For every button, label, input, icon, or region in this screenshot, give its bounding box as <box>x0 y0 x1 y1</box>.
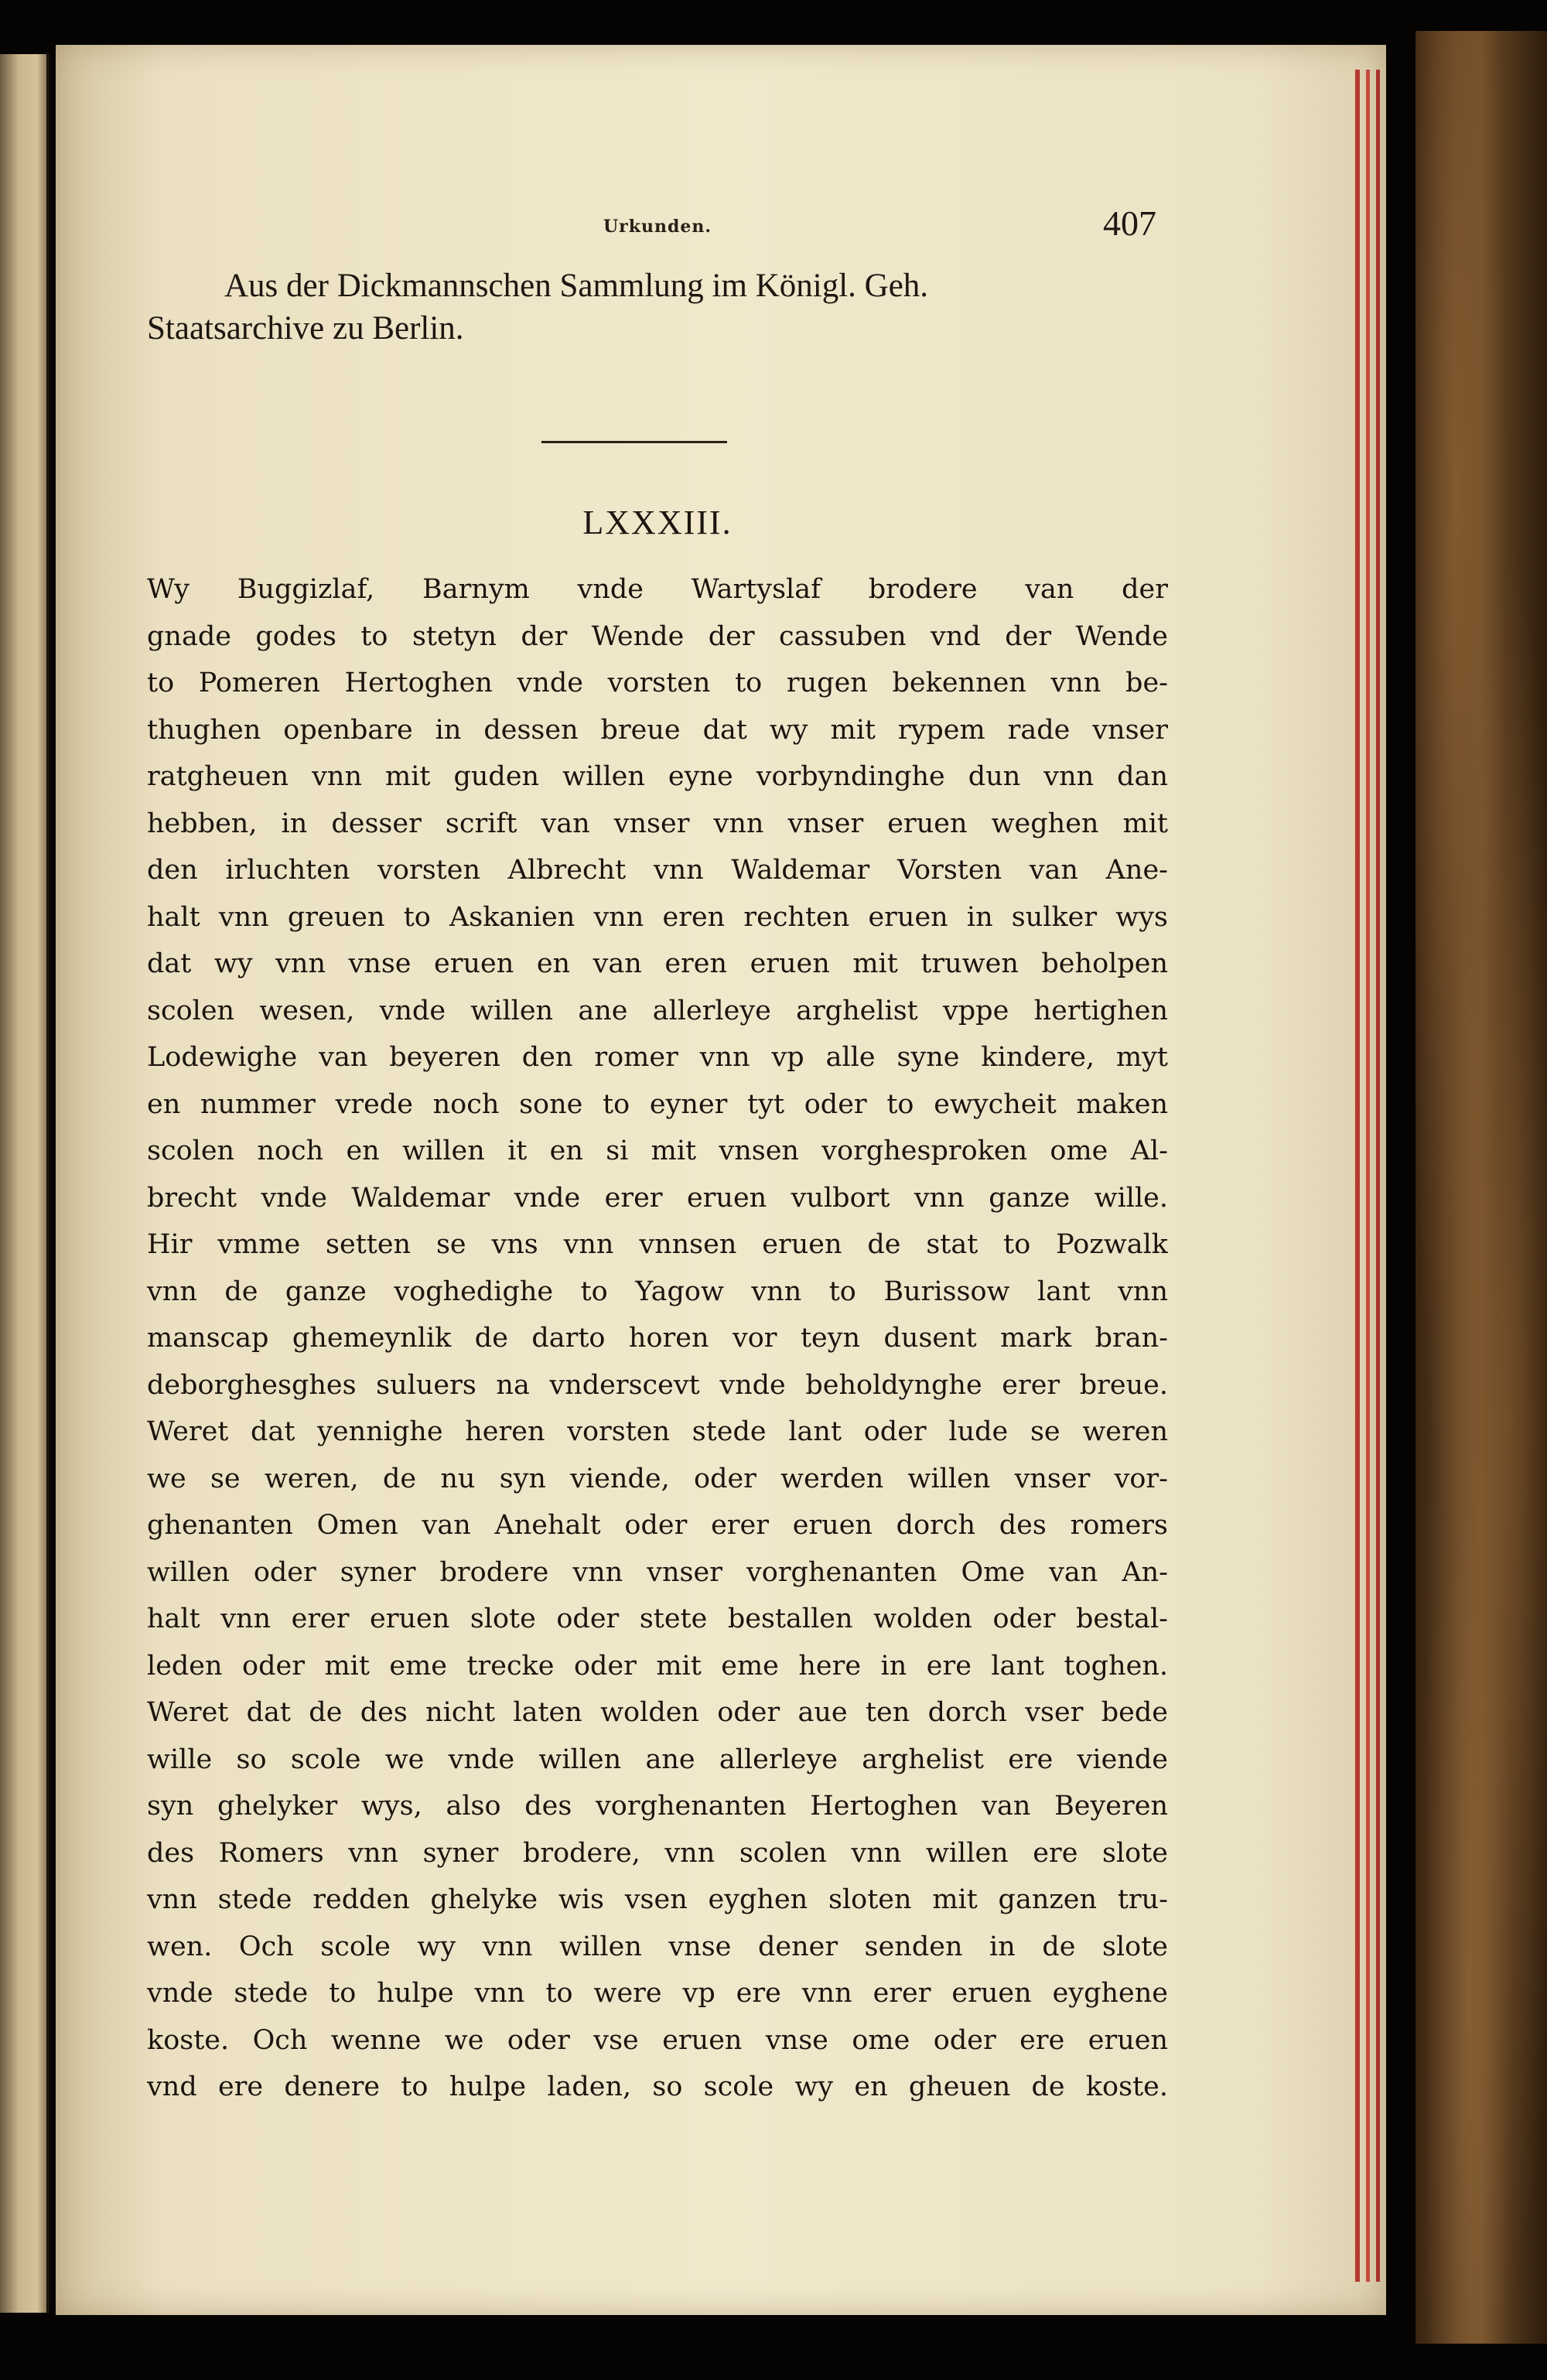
source-heading <box>147 265 1168 350</box>
text-line: to Pomeren Hertoghen vnde vorsten to rugen bekennen vnn be- <box>147 668 1168 698</box>
text-line: gnade godes to stetyn der Wende der cassuben vnd der Wende <box>147 620 1168 652</box>
text-line: leden oder mit eme trecke oder mit eme here in ere lant toghen. <box>147 1650 1168 1682</box>
text-line: den irluchten vorsten Albrecht vnn Waldemar Vorsten van Ane- <box>147 855 1168 886</box>
text-line: hebben, in desser scrift van vnser vnn vnser eruen weghen mit <box>147 808 1168 839</box>
text-line: des Romers vnn syner brodere, vnn scolen vnn willen ere slote <box>147 1837 1168 1869</box>
text-line: scolen wesen, vnde willen ane allerleye arghelist vppe hertighen <box>147 995 1168 1026</box>
text-line: ratgheuen vnn mit guden willen eyne vorbyndinghe dun vnn dan <box>147 761 1168 792</box>
text-line: willen oder syner brodere vnn vnser vorghenanten Ome van An- <box>147 1556 1168 1588</box>
text-line: vnd ere denere to hulpe laden, so scole wy en gheuen de koste. <box>147 2071 1168 2102</box>
text-line: Wy Buggizlaf, Barnym vnde Wartyslaf brodere van der <box>147 574 1168 605</box>
text-line: brecht vnde Waldemar vnde erer eruen vulbort vnn ganze wille. <box>147 1182 1168 1214</box>
text-line: koste. Och wenne we oder vse eruen vnse ome oder ere eruen <box>147 2024 1168 2056</box>
page-number: 407 <box>1103 203 1156 243</box>
document-body <box>147 566 1168 2111</box>
document-number: LXXXIII. <box>582 504 733 541</box>
section-rule <box>541 441 727 443</box>
text-line: scolen noch en willen it en si mit vnsen vorghesproken ome Al- <box>147 1135 1168 1166</box>
previous-page-edge <box>0 54 50 2313</box>
text-line: we se weren, de nu syn viende, oder werden willen vnser vor- <box>147 1463 1168 1494</box>
text-line: vnn de ganze voghedighe to Yagow vnn to Burissow lant vnn <box>147 1275 1168 1307</box>
text-line: manscap ghemeynlik de darto horen vor teyn dusent mark bran- <box>147 1323 1168 1354</box>
text-line: wen. Och scole wy vnn willen vnse dener senden in de slote <box>147 1931 1168 1962</box>
running-title: Urkunden. <box>603 217 712 237</box>
red-page-edge <box>1376 70 1380 2282</box>
text-line: en nummer vrede noch sone to eyner tyt oder to ewycheit maken <box>147 1088 1168 1120</box>
source-line-1: Aus der Dickmannschen Sammlung im Königl. Geh. <box>224 268 929 304</box>
running-head <box>147 203 1156 249</box>
text-line: syn ghelyker wys, also des vorghenanten Hertoghen van Beyeren <box>147 1791 1168 1822</box>
text-line: Weret dat yennighe heren vorsten stede lant oder lude se weren <box>147 1416 1168 1447</box>
red-page-edge <box>1355 70 1360 2282</box>
text-line: thughen openbare in dessen breue dat wy mit rypem rade vnser <box>147 714 1168 746</box>
text-line: Lodewighe van beyeren den romer vnn vp alle syne kindere, myt <box>147 1042 1168 1073</box>
text-line: Hir vmme setten se vns vnn vnnsen eruen de stat to Pozwalk <box>147 1229 1168 1260</box>
text-line: halt vnn greuen to Askanien vnn eren rechten eruen in sulker wys <box>147 901 1168 933</box>
text-line: deborghesghes suluers na vnderscevt vnde beholdynghe erer breue. <box>147 1369 1168 1401</box>
text-line: vnn stede redden ghelyke wis vsen eyghen sloten mit ganzen tru- <box>147 1884 1168 1915</box>
text-line: halt vnn erer eruen slote oder stete bestallen wolden oder bestal- <box>147 1603 1168 1634</box>
marbled-cover-board <box>1416 31 1547 2344</box>
text-line: wille so scole we vnde willen ane allerleye arghelist ere viende <box>147 1743 1168 1775</box>
text-line: ghenanten Omen van Anehalt oder erer eruen dorch des romers <box>147 1510 1168 1541</box>
source-line-2: Staatsarchive zu Berlin. <box>147 310 464 347</box>
text-line: vnde stede to hulpe vnn to were vp ere vnn erer eruen eyghene <box>147 1978 1168 2009</box>
text-line: Weret dat de des nicht laten wolden oder aue ten dorch vser bede <box>147 1697 1168 1728</box>
red-page-edge <box>1366 70 1370 2282</box>
text-line: dat wy vnn vnse eruen en van eren eruen mit truwen beholpen <box>147 948 1168 979</box>
